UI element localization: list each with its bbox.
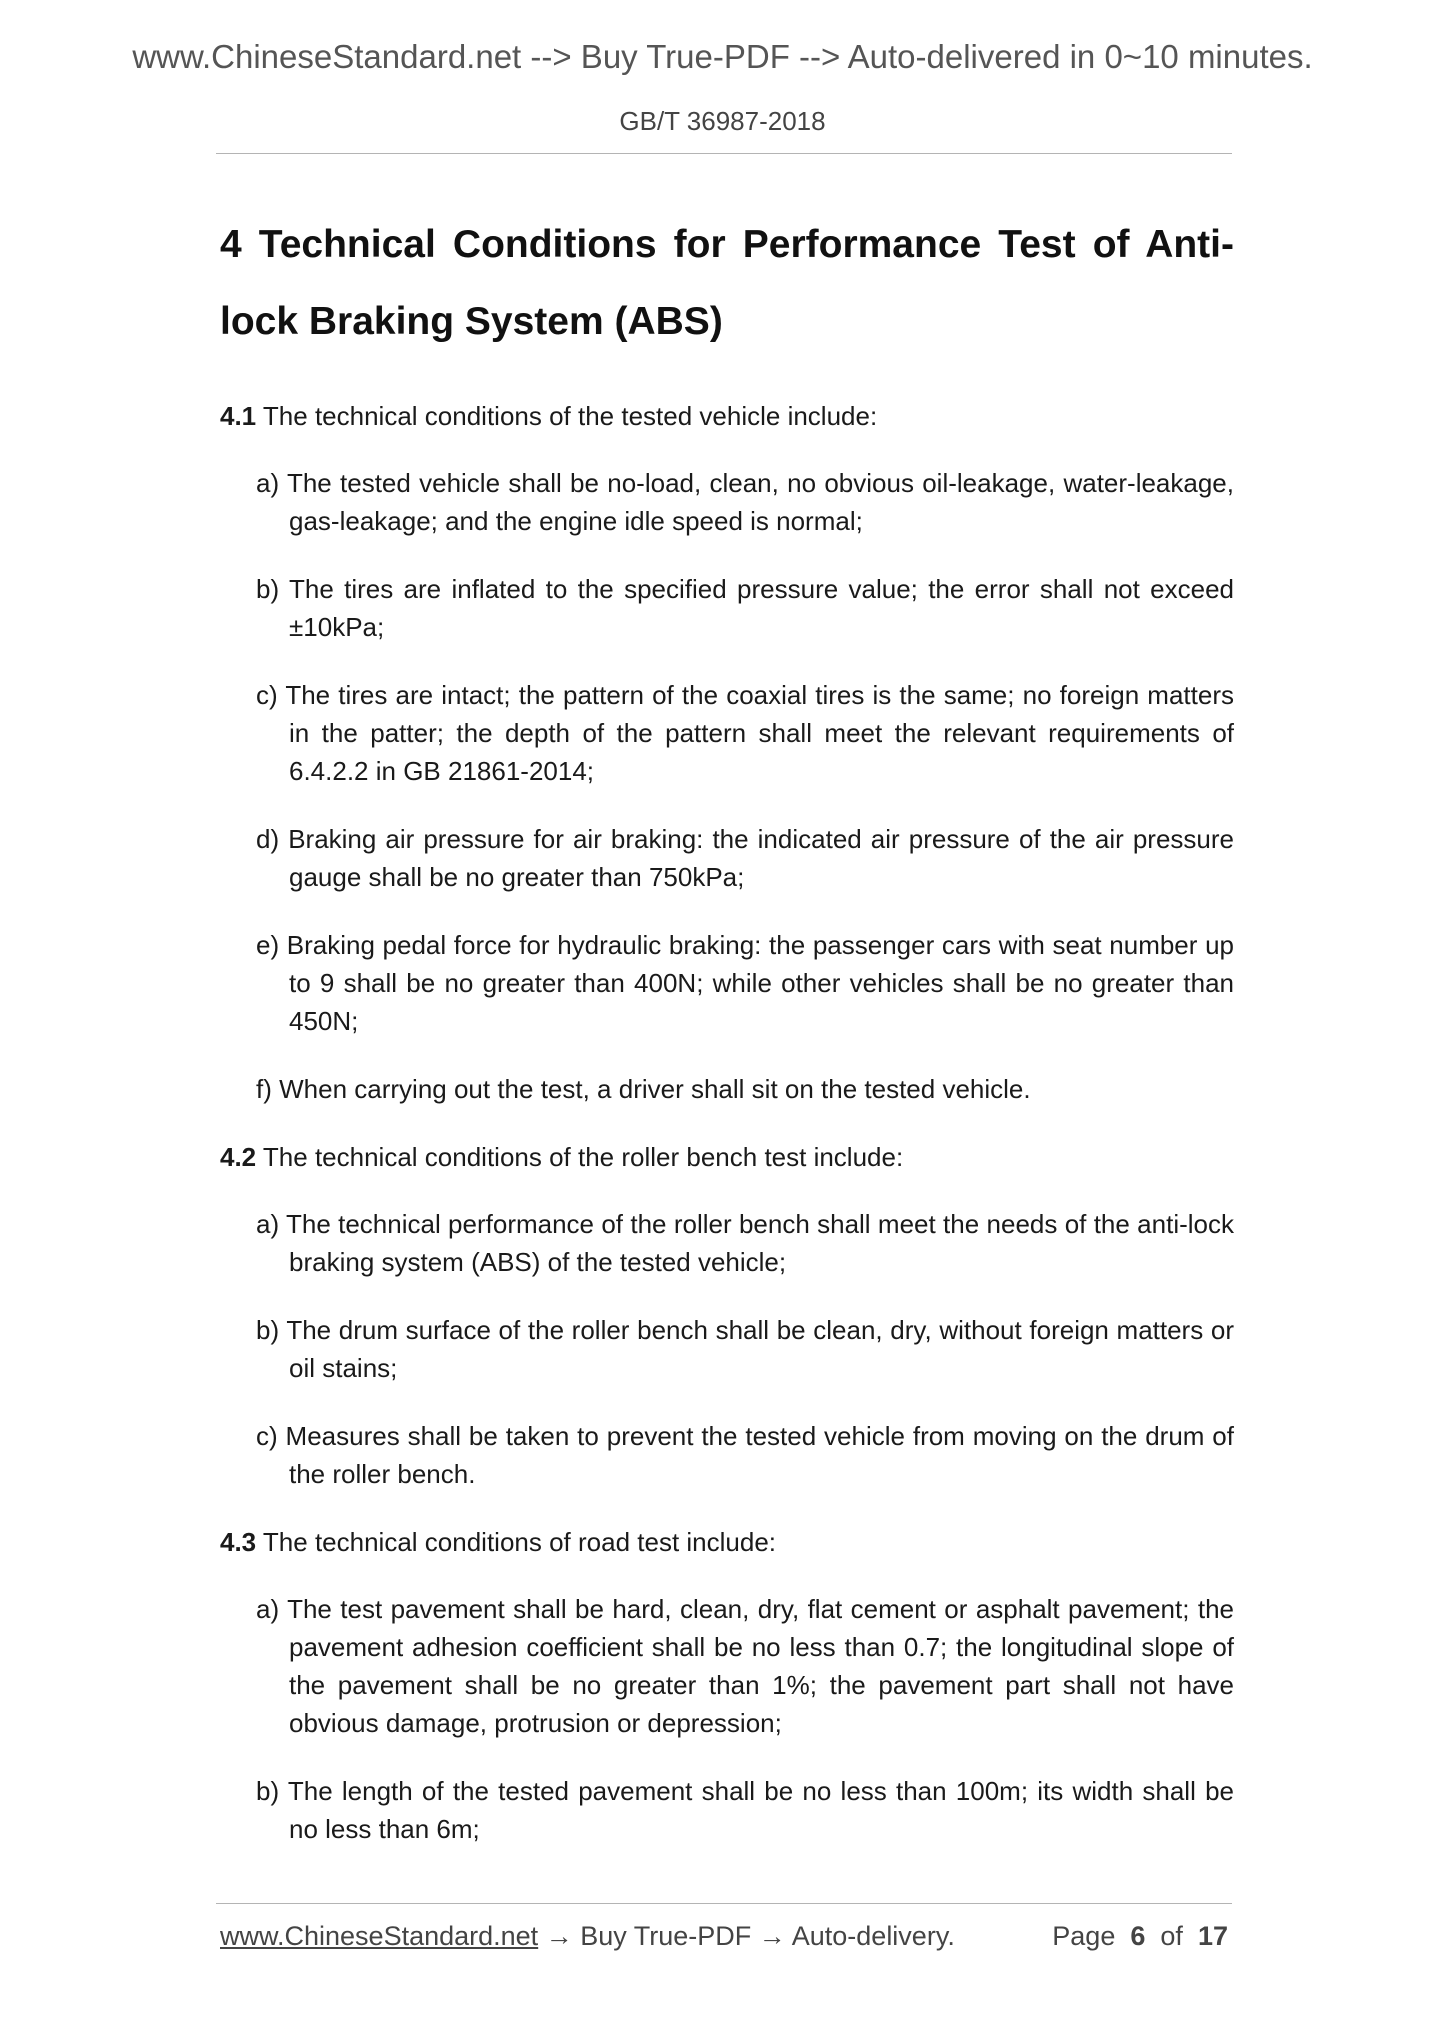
list-item: [256, 926, 1234, 1040]
item-label: d): [256, 824, 280, 854]
item-label: a): [256, 1209, 280, 1239]
footer-promo: [220, 1921, 955, 1952]
list-item: [256, 1070, 1234, 1108]
clause-text: The technical conditions of road test include:: [262, 1527, 777, 1557]
item-text: The length of the tested pavement shall be no less than 100m; its width shall be no less than 6m;: [287, 1776, 1234, 1844]
list-item: [256, 1205, 1234, 1281]
item-text: When carrying out the test, a driver shall sit on the tested vehicle.: [279, 1074, 1031, 1104]
item-text: Braking air pressure for air braking: the indicated air pressure of the air pressure gauge shall be no greater than 750kPa;: [288, 824, 1234, 892]
section-title: 4 Technical Conditions for Performance Test of Anti-lock Braking System (ABS): [220, 223, 1234, 343]
item-label: a): [256, 1594, 280, 1624]
clause-number: 4.1: [220, 401, 257, 431]
top-banner: www.ChineseStandard.net --> Buy True-PDF --> Auto-delivered in 0~10 minutes.: [132, 38, 1313, 75]
item-text: Measures shall be taken to prevent the tested vehicle from moving on the drum of the roller bench.: [285, 1421, 1234, 1489]
list-item: [256, 1772, 1234, 1848]
list-item: [256, 1417, 1234, 1493]
item-text: The drum surface of the roller bench shall be clean, dry, without foreign matters or oil stains;: [286, 1315, 1234, 1383]
clause-4-2: [220, 1138, 1234, 1176]
item-label: b): [256, 1776, 280, 1806]
page-total: 17: [1197, 1921, 1228, 1951]
item-label: e): [256, 930, 280, 960]
item-label: a): [256, 468, 280, 498]
item-label: b): [256, 574, 280, 604]
page-current: 6: [1130, 1921, 1146, 1951]
footer-tagline: → Buy True-PDF → Auto-delivery.: [538, 1921, 955, 1951]
clause-4-3: [220, 1523, 1234, 1561]
page-indicator: [1052, 1921, 1228, 1952]
list-item: [256, 1590, 1234, 1742]
list-item: [256, 820, 1234, 896]
item-text: The technical performance of the roller bench shall meet the needs of the anti-lock braking system (ABS) of the tested vehicle;: [285, 1209, 1234, 1277]
list-item: [256, 464, 1234, 540]
item-text: The test pavement shall be hard, clean, dry, flat cement or asphalt pavement; the pavement adhesion coefficient shall be no less than 0.7; the longitudinal slope of the pavement shall be no greater than 1%; the pavement part shall not have obvious damage, protrusion or depression;: [287, 1594, 1234, 1738]
page-content: [220, 206, 1234, 1878]
item-label: c): [256, 1421, 278, 1451]
page-of: of: [1160, 1921, 1183, 1951]
clause-4-1: [220, 397, 1234, 435]
list-item: [256, 570, 1234, 646]
item-text: The tires are inflated to the specified pressure value; the error shall not exceed ±10kPa;: [288, 574, 1234, 642]
footer-site-link[interactable]: www.ChineseStandard.net: [220, 1921, 539, 1951]
item-label: f): [256, 1074, 272, 1104]
clause-text: The technical conditions of the tested vehicle include:: [262, 401, 878, 431]
standard-code: GB/T 36987-2018: [619, 106, 826, 136]
item-text: The tires are intact; the pattern of the coaxial tires is the same; no foreign matters in the patter; the depth of the pattern shall meet the relevant requirements of 6.4.2.2 in GB 21861-2014;: [285, 680, 1234, 786]
page-word: Page: [1052, 1921, 1116, 1951]
header-divider: [216, 153, 1232, 154]
item-text: Braking pedal force for hydraulic braking: the passenger cars with seat number up to 9 shall be no greater than 400N; while other vehicles shall be no greater than 450N;: [286, 930, 1234, 1036]
list-item: [256, 676, 1234, 790]
footer-divider: [216, 1903, 1232, 1904]
item-label: c): [256, 680, 278, 710]
item-text: The tested vehicle shall be no-load, clean, no obvious oil-leakage, water-leakage, gas-leakage; and the engine idle speed is normal;: [286, 468, 1234, 536]
item-label: b): [256, 1315, 280, 1345]
clause-number: 4.2: [220, 1142, 257, 1172]
list-item: [256, 1311, 1234, 1387]
clause-number: 4.3: [220, 1527, 257, 1557]
clause-text: The technical conditions of the roller bench test include:: [262, 1142, 904, 1172]
